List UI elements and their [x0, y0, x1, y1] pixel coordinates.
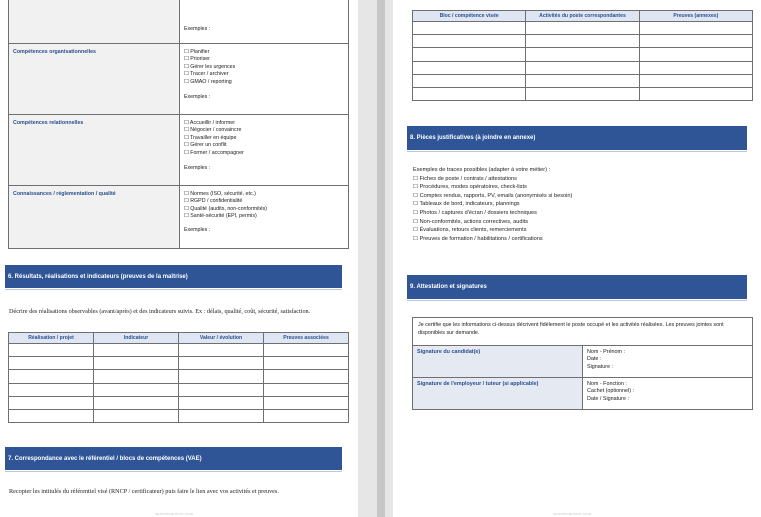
competence-options	[180, 44, 349, 115]
table-cell[interactable]	[526, 48, 639, 61]
pieces-item[interactable]: ☐ Comptes rendus, rapports, PV, emails (anonymisés si besoin)	[413, 192, 573, 199]
table-cell[interactable]	[94, 396, 179, 409]
table-cell[interactable]	[639, 48, 752, 61]
table-row	[9, 409, 349, 422]
left-page	[0, 0, 358, 517]
section-9-title: 9. Attestation et signatures	[410, 284, 487, 290]
column-header: Preuves associées	[264, 333, 349, 344]
column-header: Valeur / évolution	[179, 333, 264, 344]
table-cell[interactable]	[179, 357, 264, 370]
option-item[interactable]: ☐ Normes (ISO, sécurité, etc.)	[184, 191, 256, 197]
table-cell[interactable]	[526, 22, 639, 35]
option-item[interactable]: ☐ Accueillir / informer	[184, 120, 235, 126]
table-cell[interactable]	[94, 370, 179, 383]
column-header: Bloc / compétence visée	[413, 11, 526, 22]
table-cell[interactable]	[413, 61, 526, 74]
table-cell[interactable]	[639, 35, 752, 48]
pieces-item[interactable]: ☐ Fiches de poste / contrats / attestations	[413, 175, 517, 182]
employer-signature-label: Signature de l'employeur / tuteur (si applicable)	[413, 378, 583, 410]
pieces-item[interactable]: ☐ Photos / captures d'écran / dossiers techniques	[413, 209, 537, 216]
pieces-item[interactable]: ☐ Évaluations, retours clients, remerciements	[413, 227, 527, 234]
table-cell[interactable]	[264, 383, 349, 396]
option-item[interactable]: ☐ Négocier / convaincre	[184, 127, 242, 134]
footer-watermark: laurentcarriere.com	[155, 511, 194, 516]
pieces-intro: Exemples de traces possibles (adapter à votre métier) :	[413, 167, 551, 173]
section-divider	[407, 300, 747, 301]
competence-options	[180, 186, 349, 249]
section-7-title: 7. Correspondance avec le référentiel / blocs de compétences (VAE)	[8, 455, 202, 462]
examples-label: Exemples :	[184, 165, 211, 172]
table-cell[interactable]	[639, 74, 752, 87]
pieces-list	[413, 166, 572, 243]
table-cell[interactable]	[264, 357, 349, 370]
bloc-table	[412, 10, 753, 101]
pieces-item[interactable]: ☐ Non-conformités, actions correctives, audits	[413, 218, 529, 225]
table-cell[interactable]	[264, 396, 349, 409]
section-7-header	[5, 447, 342, 470]
table-row	[413, 87, 753, 100]
employer-signature-fields[interactable]	[583, 378, 753, 410]
option-item[interactable]: ☐ Planifier	[184, 49, 210, 55]
signature-table	[412, 317, 753, 410]
competence-label: Compétences relationnelles	[9, 115, 180, 186]
table-row	[9, 383, 349, 396]
table-cell[interactable]	[9, 409, 94, 422]
table-cell[interactable]	[94, 409, 179, 422]
signature-field: Signature :	[587, 363, 614, 370]
competence-label	[9, 0, 180, 44]
table-row	[413, 22, 753, 35]
option-item[interactable]: ☐ Former / accompagner	[184, 149, 244, 156]
signature-field: Cachet (optionnel) :	[587, 388, 635, 395]
table-row	[413, 35, 753, 48]
column-header: Réalisation / projet	[9, 333, 94, 344]
examples-label: Exemples :	[184, 226, 211, 233]
table-cell[interactable]	[413, 22, 526, 35]
pieces-item[interactable]: ☐ Procédures, modes opératoires, check-lists	[413, 184, 527, 191]
table-cell[interactable]	[179, 370, 264, 383]
column-header: Preuves (annexes)	[639, 11, 752, 22]
section-6-header	[5, 265, 342, 288]
table-cell[interactable]	[94, 357, 179, 370]
table-cell[interactable]	[526, 61, 639, 74]
table-row	[413, 346, 753, 378]
table-cell[interactable]	[413, 74, 526, 87]
section-divider	[5, 471, 342, 472]
certification-text: Je certifie que les informations ci-dessus décrivent fidèlement le poste occupé et les activités réalisées. Les preuves jointes sont disponibles sur demande.	[413, 318, 753, 346]
table-cell[interactable]	[264, 370, 349, 383]
option-item[interactable]: ☐ RGPD / confidentialité	[184, 198, 243, 205]
page-gutter	[358, 0, 393, 517]
table-cell[interactable]	[413, 87, 526, 100]
table-cell[interactable]	[526, 74, 639, 87]
table-cell[interactable]	[9, 383, 94, 396]
examples-label: Exemples :	[184, 94, 211, 101]
option-item[interactable]: ☐ Prioriser	[184, 56, 210, 63]
table-cell[interactable]	[9, 370, 94, 383]
section-7-description: Recopier les intitulés du référentiel visé (RNCP / certificateur) puis faire le lien avec vos activités et preuves.	[9, 488, 279, 495]
section-8-title: 8. Pièces justificatives (à joindre en annexe)	[410, 135, 536, 141]
option-item[interactable]: ☐ GMAO / reporting	[184, 78, 232, 85]
table-cell[interactable]	[9, 357, 94, 370]
signature-field: Nom - Fonction :	[587, 381, 627, 387]
table-cell[interactable]	[639, 87, 752, 100]
table-row	[413, 48, 753, 61]
competences-table	[8, 0, 349, 249]
table-cell[interactable]	[264, 344, 349, 357]
table-header-row	[9, 333, 349, 344]
results-table	[8, 332, 349, 423]
table-row	[413, 318, 753, 346]
table-cell[interactable]	[413, 48, 526, 61]
competence-options	[180, 115, 349, 186]
section-6-title: 6. Résultats, réalisations et indicateurs (preuves de la maîtrise)	[8, 273, 188, 280]
competence-label: Connaissances / réglementation / qualité	[9, 186, 180, 249]
table-cell[interactable]	[639, 22, 752, 35]
pieces-item[interactable]: ☐ Preuves de formation / habilitations / certifications	[413, 235, 543, 242]
competence-options	[180, 0, 349, 44]
option-item[interactable]: ☐ Gérer les urgences	[184, 63, 236, 70]
candidate-signature-label: Signature du candidat(e)	[413, 346, 583, 378]
table-cell[interactable]	[526, 87, 639, 100]
table-cell[interactable]	[264, 409, 349, 422]
table-cell[interactable]	[9, 396, 94, 409]
table-row	[9, 344, 349, 357]
table-cell[interactable]	[179, 344, 264, 357]
table-row	[413, 61, 753, 74]
table-cell[interactable]	[179, 383, 264, 396]
table-cell[interactable]	[94, 383, 179, 396]
column-header: Activités du poste correspondantes	[526, 11, 639, 22]
section-9-header	[407, 275, 747, 299]
vertical-scrollbar[interactable]	[377, 0, 385, 517]
option-item[interactable]: ☐ Tracer / archiver	[184, 71, 229, 78]
table-row	[9, 370, 349, 383]
table-row	[9, 396, 349, 409]
table-header-row	[413, 11, 753, 22]
option-item[interactable]: ☐ Qualité (audits, non-conformités)	[184, 205, 268, 212]
candidate-signature-fields[interactable]	[583, 346, 753, 378]
table-row	[9, 357, 349, 370]
footer-watermark: laurentcarriere.com	[553, 511, 592, 516]
table-cell[interactable]	[179, 396, 264, 409]
competence-label: Compétences organisationnelles	[9, 44, 180, 115]
column-header: Indicateur	[94, 333, 179, 344]
option-item[interactable]: ☐ Travailler en équipe	[184, 134, 237, 141]
pieces-item[interactable]: ☐ Tableaux de bord, indicateurs, plannings	[413, 201, 520, 208]
signature-field: Date / Signature :	[587, 395, 629, 402]
table-cell[interactable]	[179, 409, 264, 422]
section-divider	[407, 151, 747, 152]
signature-field: Date :	[587, 356, 602, 363]
section-6-description: Décrire des réalisations observables (avant/après) et des indicateurs suivis. Ex : délais, qualité, coût, sécurité, satisfaction.	[9, 308, 311, 315]
table-row	[413, 378, 753, 410]
section-divider	[5, 289, 342, 290]
table-cell[interactable]	[9, 344, 94, 357]
option-item[interactable]: ☐ Santé-sécurité (EPI, permis)	[184, 213, 257, 220]
table-row	[413, 74, 753, 87]
table-cell[interactable]	[94, 344, 179, 357]
table-row	[9, 186, 349, 249]
table-row	[9, 44, 349, 115]
table-cell[interactable]	[413, 35, 526, 48]
signature-field: Nom - Prénom :	[587, 349, 626, 355]
option-item[interactable]: ☐ Gérer un conflit	[184, 142, 227, 149]
table-row	[9, 115, 349, 186]
right-page	[393, 0, 761, 517]
table-row	[9, 0, 349, 44]
table-cell[interactable]	[639, 61, 752, 74]
section-8-header	[407, 126, 747, 150]
table-cell[interactable]	[526, 35, 639, 48]
examples-label: Exemples :	[184, 26, 211, 32]
